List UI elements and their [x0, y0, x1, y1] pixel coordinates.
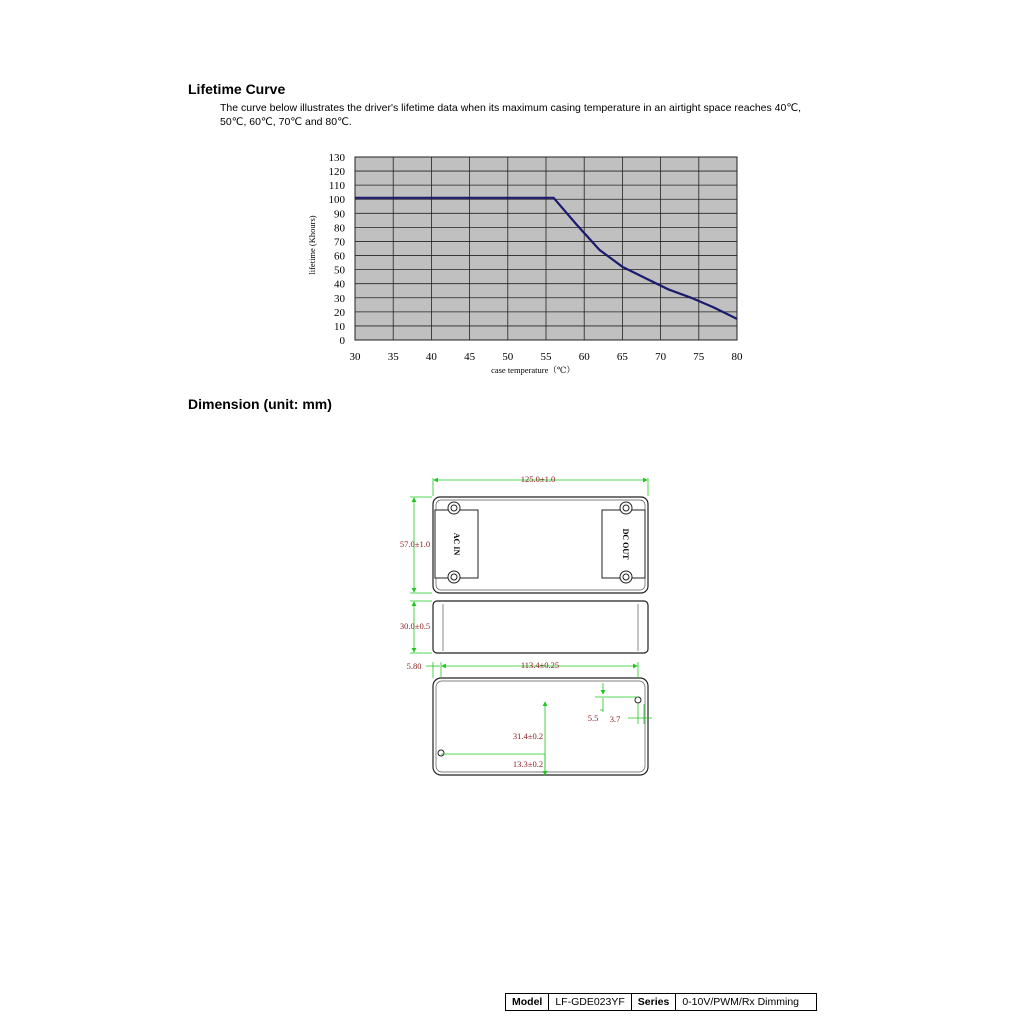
- dimension-heading: Dimension (unit: mm): [188, 396, 332, 412]
- dc-out-label: DC OUT: [621, 528, 630, 560]
- y-tick-labels: [329, 152, 346, 347]
- y-tick-label: 80: [334, 222, 345, 235]
- hole-offset-a-label: 5.5: [587, 713, 599, 723]
- edge-offset-label: 5.80: [406, 661, 422, 671]
- mounting-hole-icon: [635, 697, 641, 703]
- y-tick-label: 100: [328, 194, 345, 207]
- hole-spacing-label: 113.4±0.25: [520, 660, 560, 670]
- y-tick-label: 90: [334, 208, 345, 221]
- top-view: [400, 474, 648, 593]
- x-tick-label: 55: [540, 351, 552, 363]
- y-tick-label: 130: [328, 152, 345, 164]
- x-tick-label: 70: [655, 351, 667, 363]
- series-value: 0-10V/PWM/Rx Dimming: [676, 994, 817, 1011]
- x-tick-label: 80: [731, 351, 743, 363]
- x-axis-label: case temperature（℃）: [491, 365, 575, 375]
- dimension-drawing: [390, 466, 670, 786]
- height-dimension-label: 30.0±0.5: [399, 621, 431, 631]
- y-tick-label: 40: [334, 278, 345, 291]
- x-tick-label: 30: [349, 351, 361, 363]
- width-dimension-label: 57.0±1.0: [399, 539, 431, 549]
- y-tick-label: 0: [339, 335, 345, 347]
- side-view: [400, 601, 648, 653]
- description-line-1: The curve below illustrates the driver's lifetime data when its maximum casing temperature in an airtight space reaches 40℃,: [220, 102, 802, 114]
- model-value: LF-GDE023YF: [549, 994, 631, 1011]
- x-tick-label: 50: [502, 351, 514, 363]
- y-axis-label: lifetime (Khours): [307, 215, 317, 275]
- lifetime-curve-heading: Lifetime Curve: [188, 81, 286, 97]
- bottom-view: [407, 660, 652, 775]
- hole-x-label: 13.3±0.2: [512, 759, 544, 769]
- series-key: Series: [631, 994, 676, 1011]
- x-tick-label: 75: [693, 351, 705, 363]
- x-tick-label: 45: [464, 351, 476, 363]
- x-tick-labels: [350, 351, 744, 363]
- length-dimension-label: 125.0±1.0: [520, 474, 556, 484]
- y-tick-label: 50: [334, 264, 345, 277]
- hole-offset-b-label: 3.7: [609, 714, 621, 724]
- lifetime-description: [220, 101, 820, 129]
- y-tick-label: 120: [328, 166, 345, 179]
- model-info-table: [505, 993, 817, 1011]
- x-tick-label: 65: [616, 351, 628, 363]
- y-tick-label: 10: [334, 320, 345, 333]
- hole-y-label: 31.4±0.2: [512, 731, 544, 741]
- x-tick-label: 35: [387, 351, 399, 363]
- y-tick-label: 20: [334, 306, 345, 319]
- lifetime-chart: [300, 150, 750, 382]
- model-key: Model: [506, 994, 549, 1011]
- y-tick-label: 60: [334, 250, 345, 263]
- ac-in-label: AC IN: [452, 532, 461, 556]
- y-tick-label: 30: [334, 292, 345, 305]
- y-tick-label: 110: [328, 180, 345, 193]
- x-tick-label: 60: [578, 351, 590, 363]
- description-line-2: 50℃, 60℃, 70℃ and 80℃.: [220, 116, 352, 128]
- y-tick-label: 70: [334, 236, 345, 249]
- mounting-hole-icon: [438, 750, 444, 756]
- x-tick-label: 40: [425, 351, 437, 363]
